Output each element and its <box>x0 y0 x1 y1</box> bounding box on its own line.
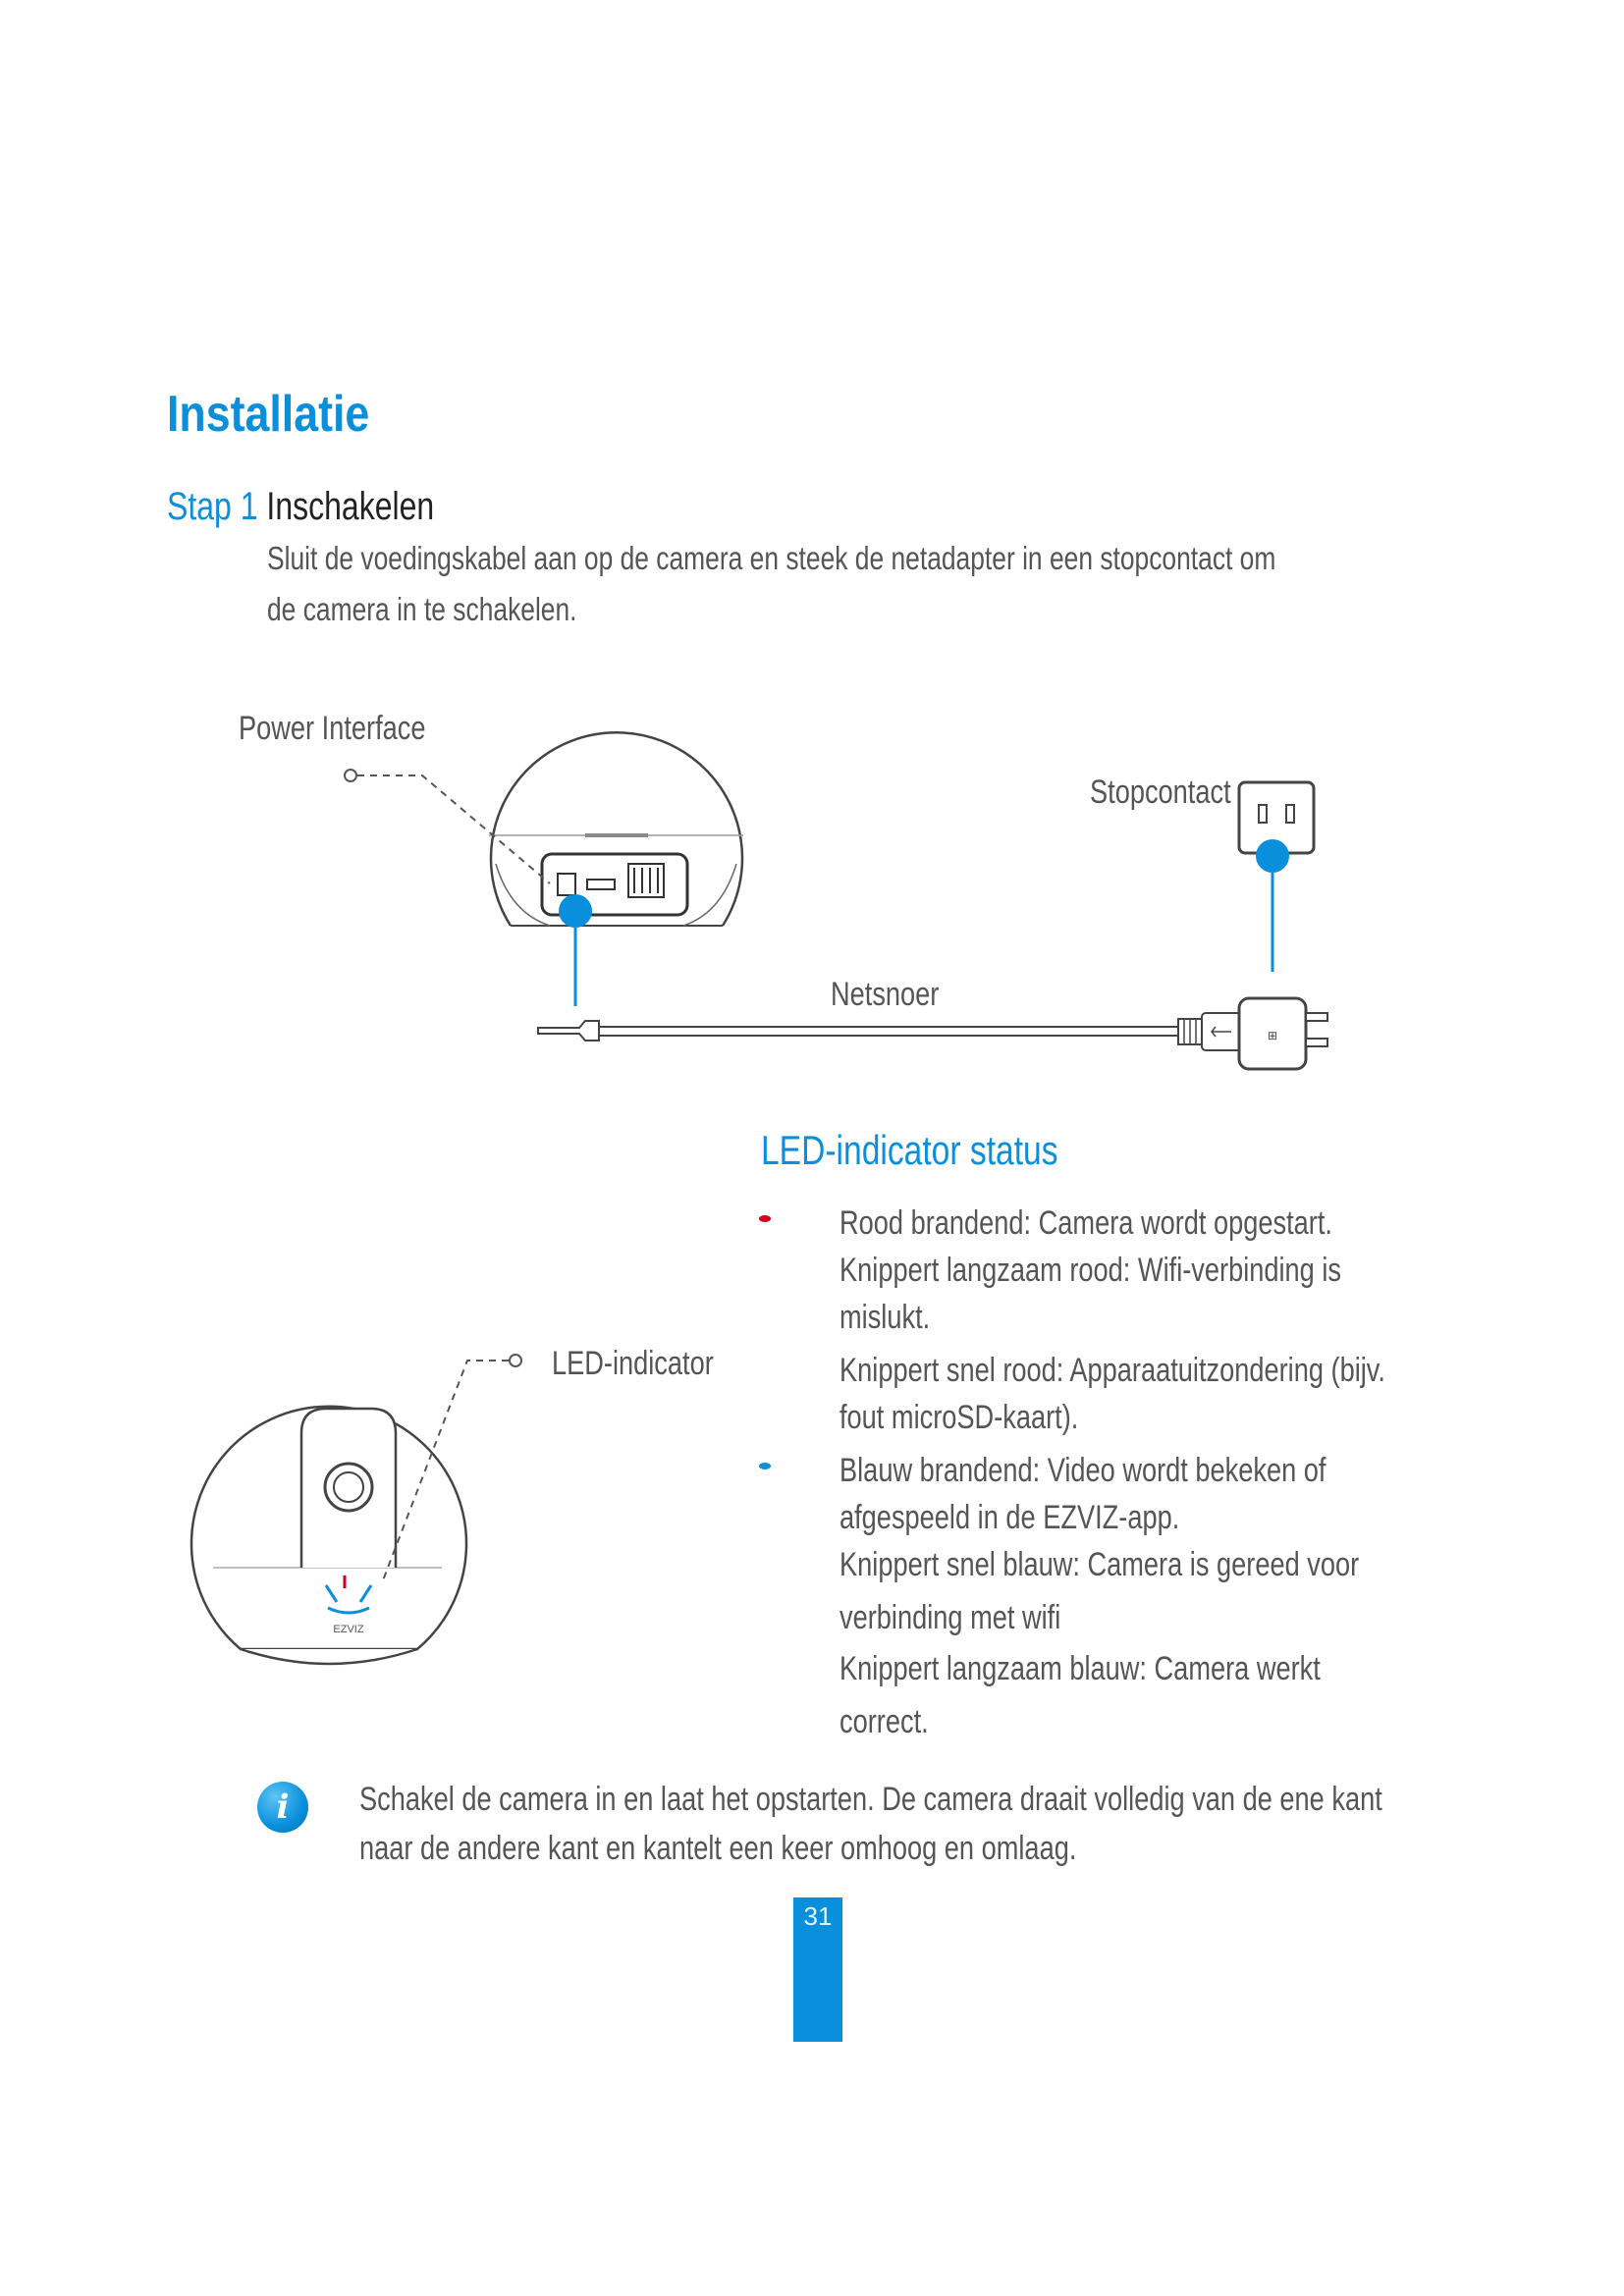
status-line: Knippert snel rood: Apparaatuitzondering (bijv. <box>839 1352 1385 1389</box>
status-line: fout microSD-kaart). <box>839 1399 1079 1436</box>
status-line: correct. <box>839 1703 929 1740</box>
svg-text:⊞: ⊞ <box>1267 1029 1278 1042</box>
camera-illustration <box>489 732 743 926</box>
info-icon: i <box>257 1782 308 1833</box>
blue-led-bullet <box>759 1463 771 1469</box>
red-led-bullet <box>759 1215 771 1222</box>
status-line: verbinding met wifi <box>839 1599 1061 1636</box>
camera-front-illustration <box>191 1407 466 1664</box>
power-adapter <box>1239 998 1327 1069</box>
note-text <box>359 1775 1382 1873</box>
outlet-label: Stopcontact <box>1090 774 1231 811</box>
led-status-title: LED-indicator status <box>761 1127 1058 1173</box>
intro-line: Sluit de voedingskabel aan op de camera en steek de netadapter in een stopcontact om <box>267 540 1276 576</box>
power-interface-label: Power Interface <box>239 710 426 747</box>
status-line: Rood brandend: Camera wordt opgestart. <box>839 1204 1332 1242</box>
power-connection-diagram <box>0 0 1624 1109</box>
svg-text:EZVIZ: EZVIZ <box>333 1624 364 1635</box>
intro-line: de camera in te schakelen. <box>267 591 577 627</box>
status-line: mislukt. <box>839 1299 931 1336</box>
cord-label: Netsnoer <box>831 976 940 1013</box>
status-line: Knippert langzaam blauw: Camera werkt <box>839 1650 1321 1687</box>
page-title: Installatie <box>167 386 370 443</box>
power-cord <box>538 1013 1241 1050</box>
outlet-marker <box>1256 839 1289 873</box>
led-indicator-label: LED-indicator <box>552 1345 714 1382</box>
status-line: Knippert langzaam rood: Wifi-verbinding is <box>839 1252 1341 1289</box>
step-name: Inschakelen <box>266 485 435 528</box>
status-line: Knippert snel blauw: Camera is gereed voor <box>839 1546 1360 1583</box>
step-number: Stap 1 <box>167 485 258 528</box>
power-port-marker <box>559 894 592 928</box>
note-line: naar de andere kant en kantelt een keer omhoog en omlaag. <box>359 1830 1077 1867</box>
status-line: afgespeeld in de EZVIZ-app. <box>839 1499 1180 1536</box>
page-number: 31 <box>803 1901 833 1931</box>
note-line: Schakel de camera in en laat het opstarten. De camera draait volledig van de ene kant <box>359 1781 1382 1818</box>
status-line: Blauw brandend: Video wordt bekeken of <box>839 1452 1326 1489</box>
